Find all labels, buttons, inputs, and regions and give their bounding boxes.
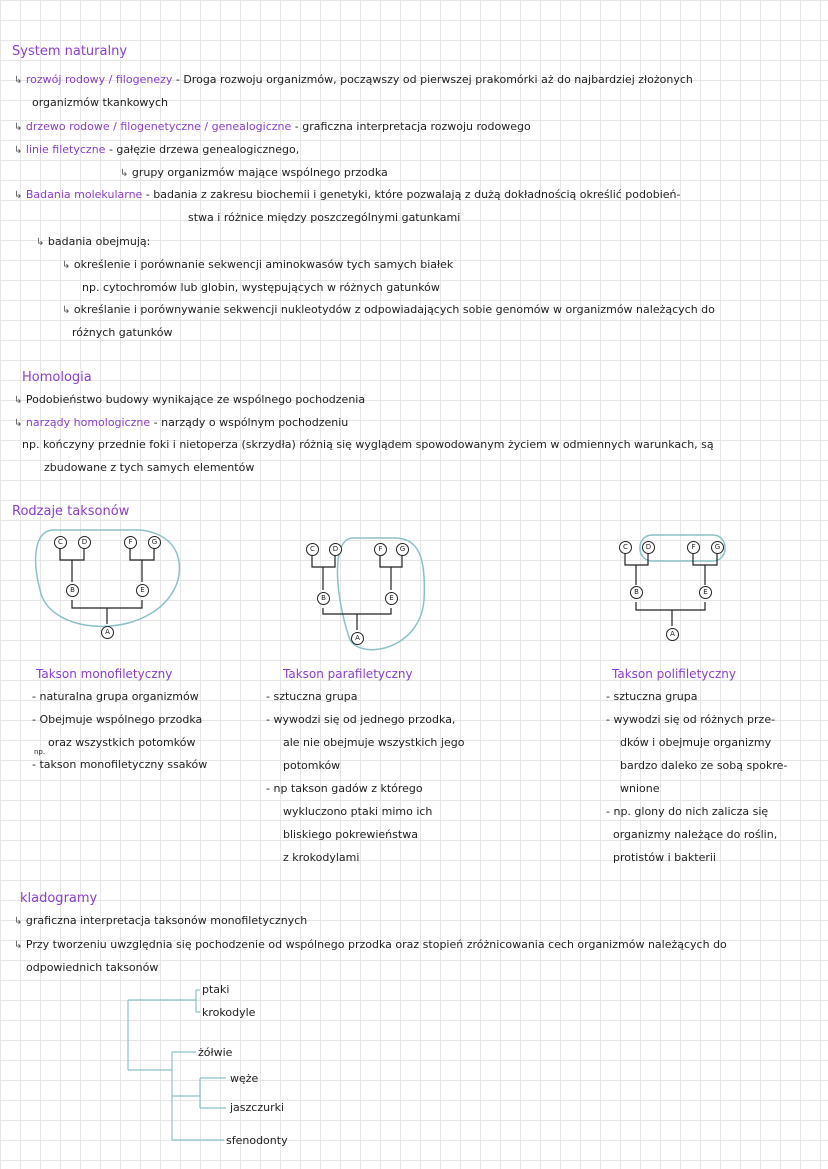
arrow-icon: ↳	[120, 168, 129, 179]
mono-title: Takson monofiletyczny	[36, 667, 173, 681]
arrow-icon: ↳	[14, 940, 23, 951]
tree-node: G	[396, 543, 409, 556]
arrow-icon: ↳	[14, 75, 23, 86]
text: określenie i porównanie sekwencji aminokwasów tych samych białek	[73, 258, 454, 271]
text: - narządy o wspólnym pochodzeniu	[153, 416, 349, 429]
arrow-icon: ↳	[36, 237, 45, 248]
note-line	[36, 235, 150, 248]
mono-line: - takson monofiletyczny ssaków	[32, 758, 208, 771]
text: Przy tworzeniu uwzględnia się pochodzenie od wspólnego przodka oraz stopień zróżnicowania cech organizmów należących do	[25, 938, 727, 951]
text: określanie i porównywanie sekwencji nukleotydów z odpowiadających sobie genomów w organizmów należących do	[73, 303, 715, 316]
mono-line: - Obejmuje wspólnego przodka	[32, 713, 203, 726]
text: - Droga rozwoju organizmów, począwszy od pierwszej prakomórki aż do najbardziej złożonych	[175, 73, 693, 86]
section-heading-system: System naturalny	[12, 44, 128, 59]
para-title: Takson parafiletyczny	[283, 667, 413, 681]
note-line	[14, 143, 299, 156]
note-line: stwa i różnice między poszczególnymi gatunkami	[188, 211, 461, 224]
note-line	[62, 258, 453, 271]
mono-line: oraz wszystkich potomków	[48, 736, 196, 749]
section-heading-homologia: Homologia	[22, 370, 92, 385]
tree-node: D	[78, 536, 91, 549]
para-line: wykluczono ptaki mimo ich	[283, 805, 433, 818]
section-heading-taxa: Rodzaje taksonów	[12, 504, 130, 519]
para-line: - wywodzi się od jednego przodka,	[266, 713, 456, 726]
note-line	[14, 188, 680, 201]
note-line: organizmów tkankowych	[32, 96, 168, 109]
tree-node: F	[124, 536, 137, 549]
poly-line: organizmy należące do roślin,	[613, 828, 778, 841]
note-line: odpowiednich taksonów	[26, 961, 159, 974]
clado-leaf: żółwie	[198, 1046, 233, 1059]
arrow-icon: ↳	[62, 260, 71, 271]
term: narządy homologiczne	[25, 416, 151, 429]
term: Badania molekularne	[25, 188, 143, 201]
text: - graficzna interpretacja rozwoju rodowego	[294, 120, 531, 133]
poly-line: bardzo daleko ze sobą spokre-	[620, 759, 788, 772]
text: Podobieństwo budowy wynikające ze wspólnego pochodzenia	[25, 393, 366, 406]
section-heading-kladogramy: kladogramy	[20, 891, 98, 906]
poly-title: Takson polifiletyczny	[612, 667, 736, 681]
clado-leaf: krokodyle	[202, 1006, 256, 1019]
note-line	[14, 393, 365, 406]
tree-node: C	[306, 543, 319, 556]
tree-node: E	[699, 586, 712, 599]
note-line: np. cytochromów lub globin, występujących w różnych gatunków	[82, 281, 440, 294]
tree-node: G	[711, 541, 724, 554]
text: - gałęzie drzewa genealogicznego,	[108, 143, 300, 156]
para-line: - np takson gadów z którego	[266, 782, 423, 795]
para-line: ale nie obejmuje wszystkich jego	[283, 736, 465, 749]
arrow-icon: ↳	[14, 145, 23, 156]
tree-node: F	[374, 543, 387, 556]
text: grupy organizmów mające wspólnego przodka	[131, 166, 388, 179]
term: linie filetyczne	[25, 143, 106, 156]
note-line: np. kończyny przednie foki i nietoperza (skrzydła) różnią się wyglądem spowodowanym życiem w odmiennych warunkach, są	[22, 438, 714, 451]
tree-node: B	[317, 592, 330, 605]
poly-line: wnione	[620, 782, 660, 795]
arrow-icon: ↳	[14, 395, 23, 406]
poly-line: dków i obejmuje organizmy	[620, 736, 772, 749]
note-line	[14, 73, 693, 86]
para-line: - sztuczna grupa	[266, 690, 358, 703]
clado-leaf: węże	[230, 1072, 259, 1085]
para-line: z krokodylami	[283, 851, 360, 864]
arrow-icon: ↳	[14, 190, 23, 201]
note-line	[14, 914, 307, 927]
poly-line: - np. glony do nich zalicza się	[606, 805, 769, 818]
tree-node: G	[148, 536, 161, 549]
tree-node: E	[136, 584, 149, 597]
arrow-icon: ↳	[14, 418, 23, 429]
note-line: różnych gatunków	[72, 326, 173, 339]
tree-node: A	[666, 628, 679, 641]
tree-node: C	[619, 541, 632, 554]
text: graficzna interpretacja taksonów monofiletycznych	[25, 914, 308, 927]
arrow-icon: ↳	[14, 916, 23, 927]
note-line	[62, 303, 715, 316]
mono-line: - naturalna grupa organizmów	[32, 690, 199, 703]
text: - badania z zakresu biochemii i genetyki, które pozwalają z dużą dokładnością określić podobień-	[145, 188, 681, 201]
tree-node: E	[385, 592, 398, 605]
para-line: bliskiego pokrewieństwa	[283, 828, 418, 841]
note-line: zbudowane z tych samych elementów	[44, 461, 255, 474]
term: drzewo rodowe / filogenetyczne / genealogiczne	[25, 120, 292, 133]
tree-node: F	[687, 541, 700, 554]
clado-leaf: sfenodonty	[226, 1134, 288, 1147]
tree-node: D	[329, 543, 342, 556]
tree-node: A	[351, 632, 364, 645]
note-line	[14, 120, 531, 133]
note-line	[120, 166, 388, 179]
para-line: potomków	[283, 759, 341, 772]
tree-node: A	[101, 626, 114, 639]
term: rozwój rodowy / filogenezy	[25, 73, 173, 86]
clado-leaf: ptaki	[202, 983, 230, 996]
poly-line: - wywodzi się od różnych prze-	[606, 713, 776, 726]
tree-node: B	[66, 584, 79, 597]
tree-node: C	[54, 536, 67, 549]
note-line	[14, 938, 727, 951]
text: badania obejmują:	[47, 235, 151, 248]
poly-line: protistów i bakterii	[613, 851, 716, 864]
poly-line: - sztuczna grupa	[606, 690, 698, 703]
mono-line: np.	[34, 748, 46, 756]
tree-lines	[60, 543, 717, 630]
clado-leaf: jaszczurki	[230, 1101, 285, 1114]
tree-node: B	[630, 586, 643, 599]
arrow-icon: ↳	[14, 122, 23, 133]
note-line	[14, 416, 348, 429]
arrow-icon: ↳	[62, 305, 71, 316]
tree-node: D	[642, 541, 655, 554]
